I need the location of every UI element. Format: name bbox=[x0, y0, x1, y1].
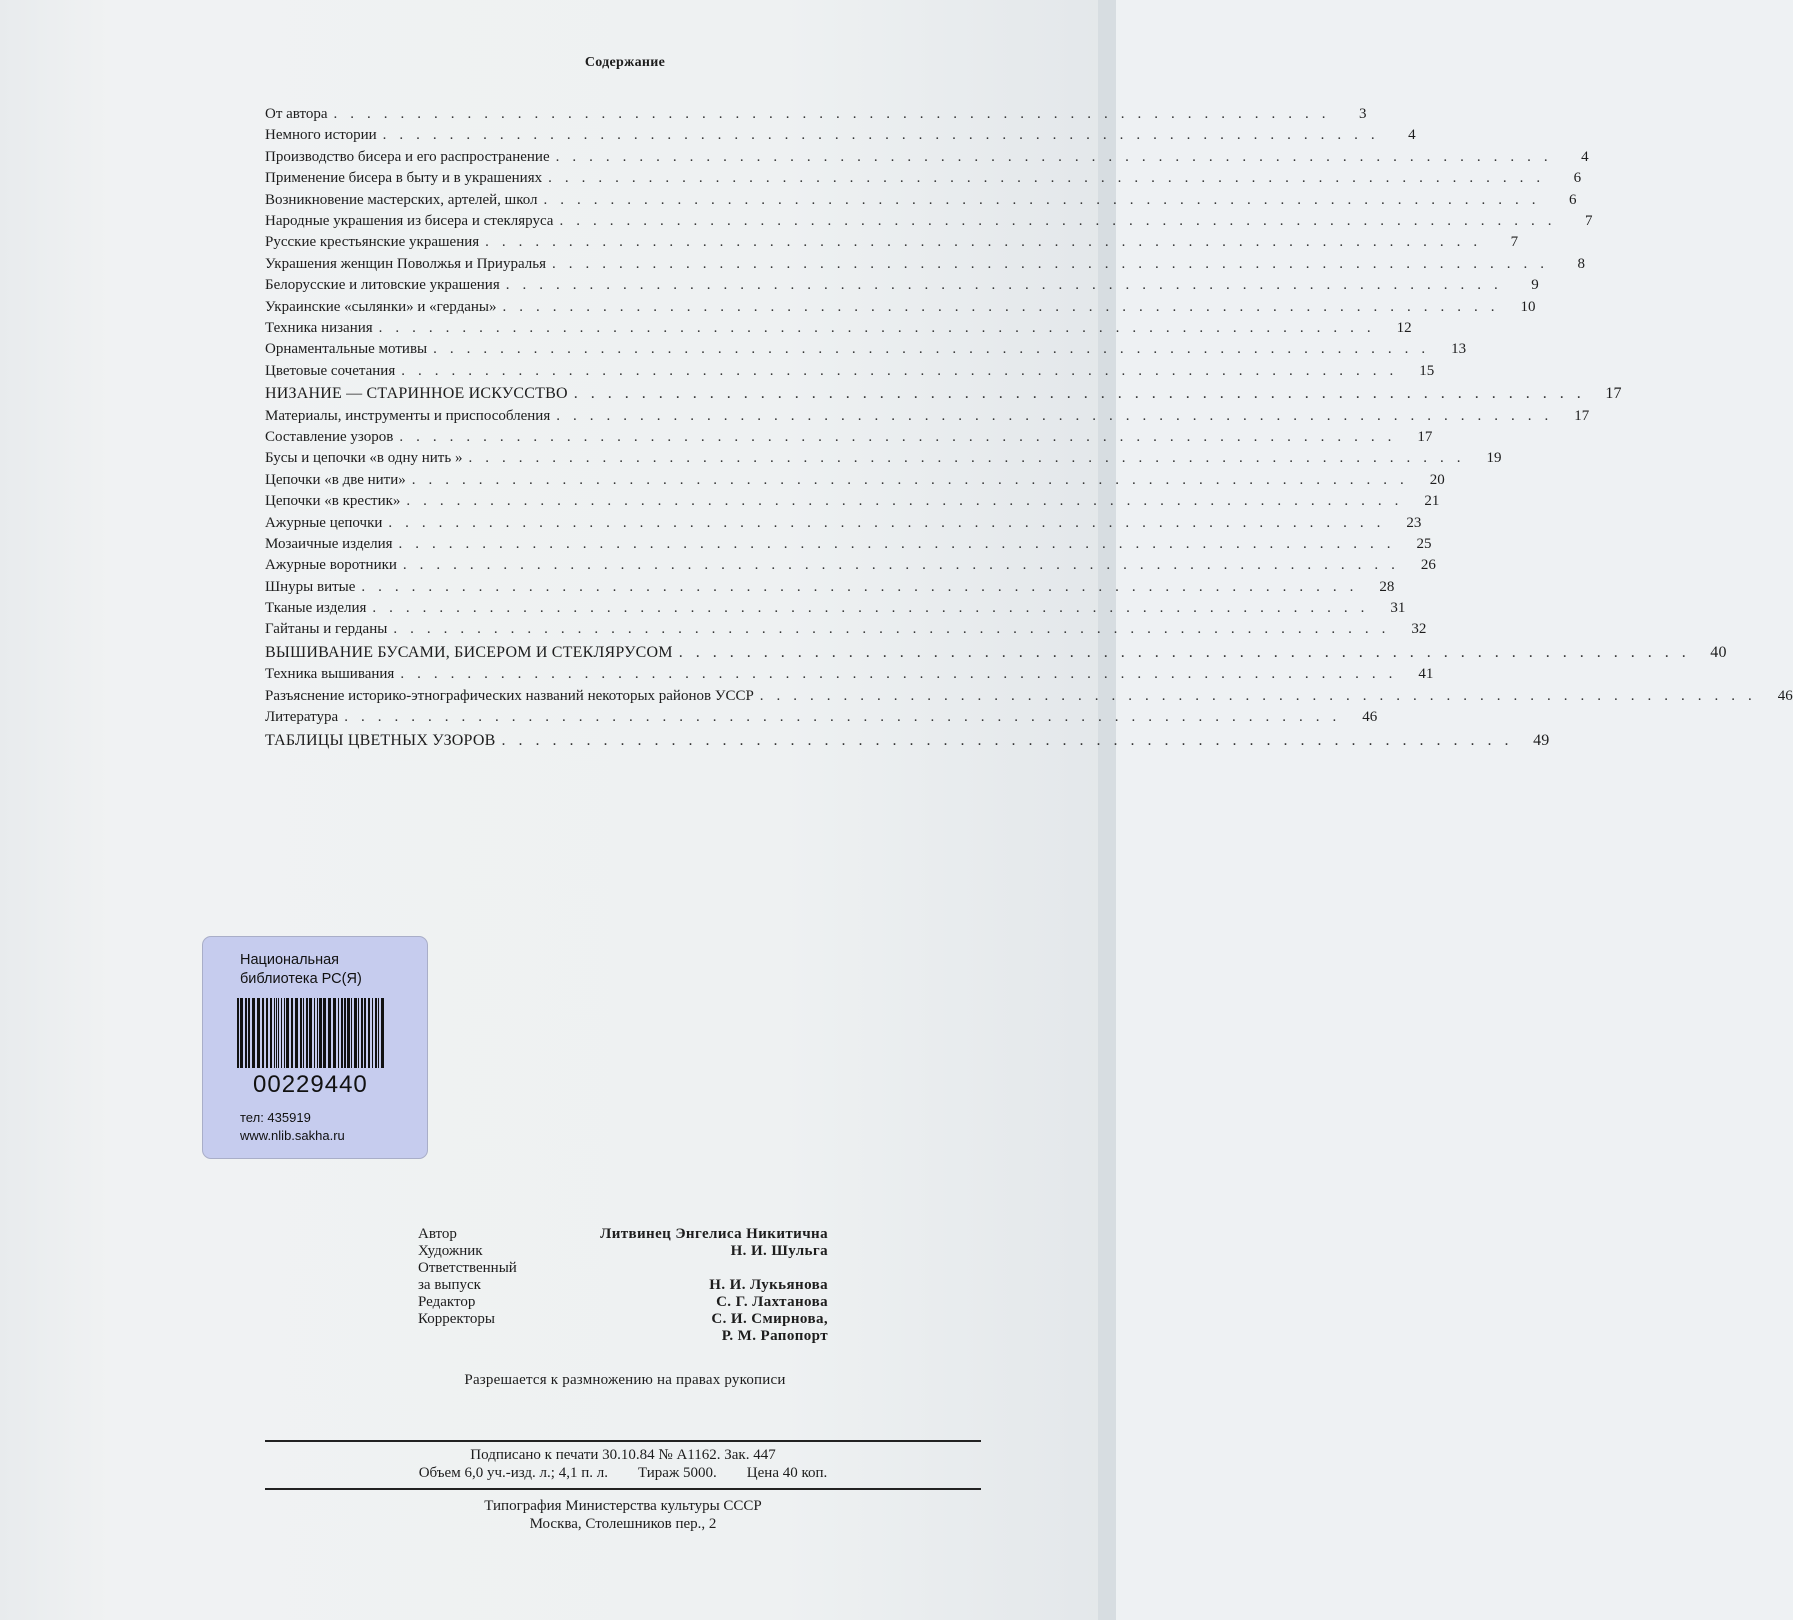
toc-row bbox=[265, 318, 1412, 339]
credit-name: Н. И. Лукьянова bbox=[709, 1277, 828, 1293]
barcode-bar bbox=[358, 998, 359, 1068]
toc-entry-title: Народные украшения из бисера и стекляруса bbox=[265, 212, 554, 229]
toc-entry-page: 7 bbox=[1510, 234, 1519, 251]
toc-row bbox=[265, 104, 1367, 125]
toc-entry-title: От автора bbox=[265, 106, 328, 122]
toc-entry-page: 12 bbox=[1396, 319, 1412, 336]
barcode-bar bbox=[323, 998, 326, 1068]
toc-entry-title: Белорусские и литовские украшения bbox=[265, 277, 500, 294]
toc-entry-page: 46 bbox=[1362, 709, 1378, 726]
barcode-bar bbox=[328, 998, 331, 1068]
credit-name: Литвинец Энгелиса Никитична bbox=[600, 1226, 828, 1242]
barcode-bar bbox=[281, 998, 282, 1068]
toc-row bbox=[265, 664, 1434, 685]
toc-entry-title: Литература bbox=[265, 709, 339, 726]
toc-row bbox=[265, 339, 1467, 360]
toc-title: Содержание bbox=[584, 55, 666, 70]
toc-leader-dots: ............................................................ bbox=[573, 385, 1594, 403]
toc-entry-title: Русские крестьянские украшения bbox=[265, 234, 480, 251]
barcode-bar bbox=[278, 998, 279, 1068]
toc-row bbox=[265, 619, 1427, 640]
toc-row bbox=[265, 125, 1416, 146]
toc-leader-dots: ............................................................ bbox=[411, 471, 1417, 488]
toc-row bbox=[265, 297, 1536, 318]
barcode-bar bbox=[284, 998, 285, 1068]
toc-entry-title: Ажурные воротники bbox=[265, 557, 397, 574]
toc-entry-page: 9 bbox=[1531, 277, 1539, 294]
barcode-bar bbox=[300, 998, 302, 1068]
library-stamp bbox=[202, 936, 428, 1159]
toc-row bbox=[265, 448, 1502, 469]
barcode-bar bbox=[276, 998, 277, 1068]
toc-row bbox=[265, 427, 1433, 448]
barcode-bar bbox=[248, 998, 250, 1068]
barcode-bar bbox=[291, 998, 293, 1068]
toc-entry-page: 41 bbox=[1418, 666, 1434, 683]
toc-leader-dots: ............................................................ bbox=[551, 255, 1557, 272]
toc-leader-dots: ............................................................ bbox=[400, 666, 1406, 683]
toc-leader-dots: ............................................................ bbox=[344, 709, 1350, 726]
toc-entry-page: 4 bbox=[1408, 127, 1416, 144]
toc-entry-page: 21 bbox=[1424, 493, 1440, 510]
toc-entry-page: 7 bbox=[1584, 212, 1593, 229]
toc-leader-dots: ............................................................ bbox=[559, 212, 1565, 229]
barcode-bar bbox=[344, 998, 346, 1068]
toc-leader-dots: ............................................................ bbox=[556, 407, 1562, 424]
barcode-bar bbox=[309, 998, 312, 1068]
toc-leader-dots: ............................................................ bbox=[501, 731, 1522, 749]
printer-info bbox=[265, 1497, 981, 1533]
credit-responsible bbox=[418, 1260, 828, 1277]
toc-entry-page: 6 bbox=[1569, 191, 1577, 208]
divider-top bbox=[265, 1440, 981, 1442]
toc-leader-dots: ............................................................ bbox=[378, 319, 1384, 336]
toc-row bbox=[265, 513, 1422, 534]
credit-editor bbox=[418, 1294, 828, 1311]
credit-correctors bbox=[418, 1311, 828, 1328]
toc-entry-title: Гайтаны и герданы bbox=[265, 621, 388, 638]
toc-entry-title: Разъяснение историко-этнографических названий некоторых районов УССР bbox=[265, 687, 754, 704]
toc-leader-dots: ............................................................ bbox=[402, 557, 1408, 574]
barcode-bar bbox=[368, 998, 370, 1068]
barcode-bar bbox=[237, 998, 239, 1068]
barcode-bar bbox=[319, 998, 322, 1068]
toc-entry-page: 26 bbox=[1420, 557, 1436, 574]
toc-entry-title: Украинские «сылянки» и «герданы» bbox=[265, 298, 497, 315]
barcode-bar bbox=[266, 998, 268, 1068]
credit-responsible-cont bbox=[418, 1277, 828, 1294]
toc-entry-title: Применение бисера в быту и в украшениях bbox=[265, 170, 543, 187]
toc-row bbox=[265, 534, 1432, 555]
toc-row bbox=[265, 190, 1577, 211]
toc-row bbox=[265, 470, 1445, 491]
barcode-bar bbox=[354, 998, 357, 1068]
toc-leader-dots: ............................................................ bbox=[372, 600, 1378, 617]
toc-entry-page: 17 bbox=[1605, 385, 1622, 403]
toc-leader-dots: ............................................................ bbox=[505, 277, 1511, 294]
credit-name: С. Г. Лахтанова bbox=[716, 1294, 828, 1310]
barcode-bar bbox=[270, 998, 272, 1068]
toc-row bbox=[265, 555, 1436, 576]
toc-row bbox=[265, 211, 1593, 232]
toc-row bbox=[265, 232, 1519, 253]
toc-row bbox=[265, 361, 1435, 382]
toc-entry-title: Составление узоров bbox=[265, 428, 394, 445]
toc-leader-dots: ............................................................ bbox=[543, 191, 1549, 208]
reproduction-permit: Разрешается к размножению на правах рукописи bbox=[464, 1372, 786, 1388]
table-of-contents bbox=[265, 104, 1793, 752]
print-details bbox=[265, 1446, 981, 1482]
toc-entry-title: Производство бисера и его распространение bbox=[265, 148, 550, 165]
toc-leader-dots: ............................................................ bbox=[393, 621, 1399, 638]
credit-artist bbox=[418, 1243, 828, 1260]
toc-entry-title: НИЗАНИЕ — СТАРИННОЕ ИСКУССТВО bbox=[265, 385, 568, 403]
credit-role: Корректоры bbox=[418, 1311, 495, 1327]
toc-entry-page: 6 bbox=[1573, 170, 1582, 187]
toc-entry-title: Материалы, инструменты и приспособления bbox=[265, 407, 551, 424]
barcode-bar bbox=[347, 998, 350, 1068]
toc-row bbox=[265, 406, 1590, 427]
barcode-bar bbox=[306, 998, 308, 1068]
toc-entry-page: 23 bbox=[1406, 514, 1422, 531]
toc-entry-page: 32 bbox=[1411, 621, 1427, 638]
barcode-bar bbox=[252, 998, 255, 1068]
toc-entry-page: 8 bbox=[1577, 255, 1585, 272]
toc-leader-dots: ............................................................ bbox=[759, 687, 1765, 704]
credit-correctors-cont bbox=[418, 1328, 828, 1345]
toc-entry-page: 4 bbox=[1581, 148, 1589, 165]
credit-role: Автор bbox=[418, 1226, 457, 1242]
toc-entry-page: 49 bbox=[1533, 731, 1550, 749]
toc-entry-page: 40 bbox=[1710, 643, 1727, 661]
library-name-line-1: Национальная bbox=[240, 952, 340, 968]
toc-entry-page: 19 bbox=[1486, 450, 1502, 467]
barcode-bar bbox=[381, 998, 384, 1068]
credit-role: Ответственный bbox=[418, 1260, 517, 1276]
barcode bbox=[237, 998, 385, 1068]
toc-leader-dots: ............................................................ bbox=[401, 362, 1407, 379]
credit-name: Н. И. Шульга bbox=[730, 1243, 828, 1259]
toc-entry-page: 13 bbox=[1451, 341, 1467, 358]
barcode-bar bbox=[333, 998, 336, 1068]
barcode-bar bbox=[295, 998, 298, 1068]
credit-name: С. И. Смирнова, bbox=[711, 1311, 828, 1327]
toc-leader-dots: ............................................................ bbox=[468, 450, 1474, 467]
barcode-bar bbox=[257, 998, 260, 1068]
toc-row bbox=[265, 707, 1378, 728]
toc-entry-page: 25 bbox=[1416, 535, 1432, 552]
barcode-bar bbox=[351, 998, 352, 1068]
toc-entry-page: 28 bbox=[1379, 578, 1395, 595]
toc-entry-title: Бусы и цепочки «в одну нить » bbox=[265, 450, 463, 467]
toc-entry-page: 20 bbox=[1429, 471, 1445, 488]
toc-section-row bbox=[265, 641, 1727, 665]
barcode-bar bbox=[378, 998, 379, 1068]
toc-row bbox=[265, 598, 1406, 619]
toc-entry-title: Цепочки «в крестик» bbox=[265, 493, 401, 510]
toc-row bbox=[265, 491, 1440, 512]
divider-bottom bbox=[265, 1488, 981, 1490]
barcode-bar bbox=[361, 998, 363, 1068]
barcode-bar bbox=[372, 998, 373, 1068]
toc-entry-title: ТАБЛИЦЫ ЦВЕТНЫХ УЗОРОВ bbox=[265, 731, 496, 749]
barcode-bar bbox=[338, 998, 339, 1068]
toc-leader-dots: ............................................................ bbox=[485, 234, 1491, 251]
credit-role: за выпуск bbox=[418, 1277, 481, 1293]
printer-address: Москва, Столешников пер., 2 bbox=[529, 1516, 717, 1532]
toc-entry-title: Техника низания bbox=[265, 319, 373, 336]
print-details-line-1: Подписано к печати 30.10.84 № А1162. Зак. 447 bbox=[470, 1447, 776, 1463]
toc-entry-title: ВЫШИВАНИЕ БУСАМИ, БИСЕРОМ И СТЕКЛЯРУСОМ bbox=[265, 643, 673, 661]
toc-entry-title: Возникновение мастерских, артелей, школ bbox=[265, 191, 538, 208]
toc-entry-page: 17 bbox=[1417, 428, 1433, 445]
toc-section-row bbox=[265, 382, 1622, 406]
toc-entry-title: Украшения женщин Поволжья и Приуралья bbox=[265, 255, 546, 272]
barcode-bar bbox=[274, 998, 275, 1068]
toc-entry-page: 15 bbox=[1419, 362, 1435, 379]
barcode-number: 00229440 bbox=[253, 1071, 368, 1098]
library-phone: тел: 435919 bbox=[240, 1110, 311, 1125]
toc-leader-dots: ............................................................ bbox=[678, 643, 1699, 661]
library-contacts bbox=[240, 1109, 345, 1145]
printer-name: Типография Министерства культуры СССР bbox=[484, 1498, 762, 1514]
credit-role: Редактор bbox=[418, 1294, 476, 1310]
library-url: www.nlib.sakha.ru bbox=[240, 1128, 345, 1143]
toc-row bbox=[265, 686, 1793, 707]
toc-entry-title: Ажурные цепочки bbox=[265, 514, 383, 531]
toc-leader-dots: ............................................................ bbox=[388, 514, 1394, 531]
toc-row bbox=[265, 577, 1395, 598]
toc-leader-dots: ............................................................ bbox=[555, 148, 1561, 165]
barcode-bar bbox=[317, 998, 318, 1068]
toc-row bbox=[265, 168, 1582, 189]
toc-entry-page: 31 bbox=[1390, 600, 1406, 617]
toc-leader-dots: ............................................................ bbox=[361, 578, 1367, 595]
toc-entry-page: 17 bbox=[1574, 407, 1590, 424]
toc-row bbox=[265, 254, 1585, 275]
barcode-bar bbox=[314, 998, 315, 1068]
toc-entry-title: Шнуры витые bbox=[265, 578, 356, 595]
credits-block bbox=[418, 1226, 828, 1345]
toc-row bbox=[265, 275, 1539, 296]
toc-leader-dots: ............................................................ bbox=[548, 170, 1554, 187]
barcode-bar bbox=[245, 998, 247, 1068]
barcode-bar bbox=[262, 998, 264, 1068]
toc-entry-page: 3 bbox=[1359, 106, 1367, 122]
barcode-bar bbox=[375, 998, 377, 1068]
toc-entry-title: Техника вышивания bbox=[265, 666, 395, 683]
print-details-line-2: Объем 6,0 уч.-изд. л.; 4,1 п. л. Тираж 5000. Цена 40 коп. bbox=[418, 1465, 828, 1481]
toc-entry-title: Тканые изделия bbox=[265, 600, 367, 617]
toc-leader-dots: ............................................................ bbox=[433, 341, 1439, 358]
toc-entry-page: 10 bbox=[1520, 298, 1536, 315]
credit-author bbox=[418, 1226, 828, 1243]
toc-leader-dots: ............................................................ bbox=[398, 535, 1404, 552]
barcode-bar bbox=[240, 998, 243, 1068]
toc-entry-title: Цветовые сочетания bbox=[265, 362, 396, 379]
toc-entry-title: Орнаментальные мотивы bbox=[265, 341, 428, 358]
toc-leader-dots: ............................................................ bbox=[333, 106, 1339, 122]
toc-entry-page: 46 bbox=[1777, 687, 1793, 704]
library-name bbox=[240, 951, 362, 989]
credit-role: Художник bbox=[418, 1243, 483, 1259]
toc-entry-title: Цепочки «в две нити» bbox=[265, 471, 406, 488]
toc-section-row bbox=[265, 729, 1550, 753]
toc-leader-dots: ............................................................ bbox=[399, 428, 1405, 445]
toc-leader-dots: ............................................................ bbox=[502, 298, 1508, 315]
toc-entry-title: Мозаичные изделия bbox=[265, 535, 393, 552]
toc-row bbox=[265, 147, 1589, 168]
barcode-bar bbox=[286, 998, 289, 1068]
toc-entry-title: Немного истории bbox=[265, 127, 377, 144]
barcode-bar bbox=[364, 998, 366, 1068]
barcode-bar bbox=[303, 998, 304, 1068]
toc-leader-dots: ............................................................ bbox=[406, 493, 1412, 510]
library-name-line-2: библиотека РС(Я) bbox=[240, 971, 362, 987]
credit-name: Р. М. Рапопорт bbox=[721, 1328, 828, 1344]
toc-leader-dots: ............................................................ bbox=[382, 127, 1388, 144]
barcode-bar bbox=[341, 998, 343, 1068]
